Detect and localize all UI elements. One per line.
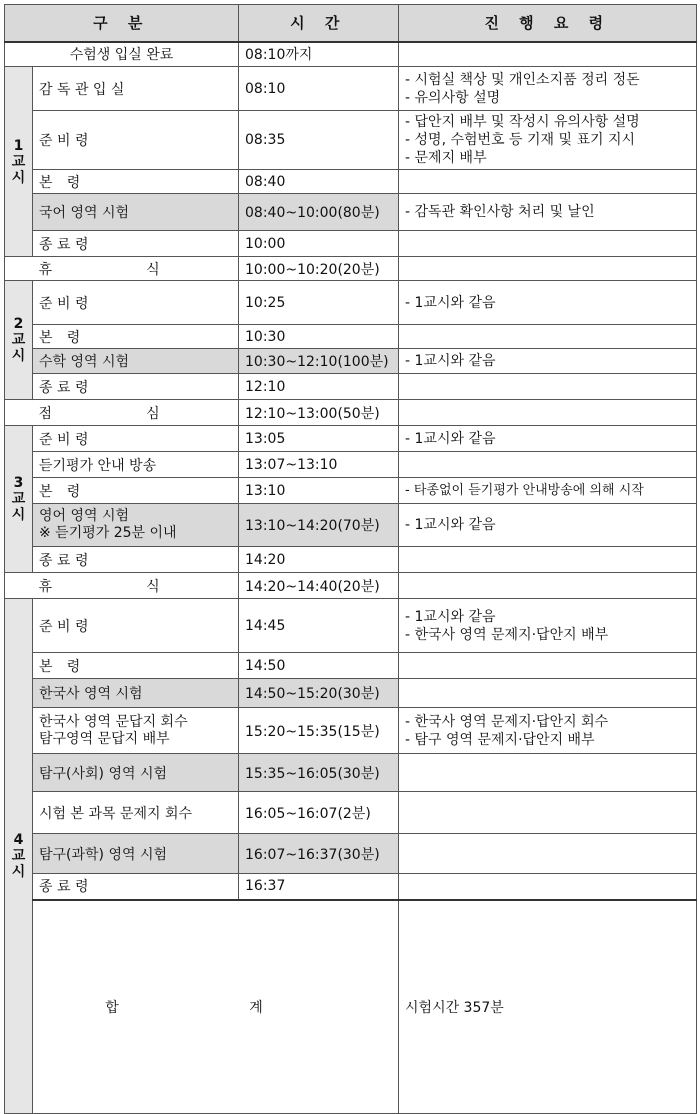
table-row (5, 478, 697, 504)
row-time: 16:05~16:07(2분) (239, 792, 399, 834)
table-row (5, 547, 697, 573)
row-time: 08:40~10:00(80분) (239, 194, 399, 231)
row-label: 점 심 (5, 400, 239, 426)
table-row (5, 679, 697, 708)
row-note: - 한국사 영역 문제지·답안지 회수 - 탐구 영역 문제지·답안지 배부 (399, 708, 697, 754)
row-label: 한국사 영역 문답지 회수 탐구영역 문답지 배부 (33, 708, 239, 754)
row-label: 본 령 (33, 653, 239, 679)
row-note (399, 257, 697, 281)
table-header-row (5, 5, 697, 42)
table-row (5, 194, 697, 231)
row-time: 13:05 (239, 426, 399, 452)
row-time: 14:20~14:40(20분) (239, 573, 399, 599)
table-row (5, 42, 697, 67)
row-label: 탐구(사회) 영역 시험 (33, 754, 239, 792)
table-row (5, 400, 697, 426)
row-note: - 1교시와 같음 (399, 426, 697, 452)
table-row (5, 792, 697, 834)
row-time: 15:35~16:05(30분) (239, 754, 399, 792)
period-2-label: 2 교 시 (5, 281, 33, 400)
table-row (5, 170, 697, 194)
row-note (399, 400, 697, 426)
table-row (5, 599, 697, 653)
row-label: 시험 본 과목 문제지 회수 (33, 792, 239, 834)
row-note: - 1교시와 같음 (399, 281, 697, 325)
row-note (399, 231, 697, 257)
row-label: 준 비 령 (33, 281, 239, 325)
table-row (5, 754, 697, 792)
period-3-label: 3 교 시 (5, 426, 33, 573)
row-note: - 1교시와 같음 (399, 504, 697, 547)
row-time: 14:50 (239, 653, 399, 679)
row-time: 13:07~13:10 (239, 452, 399, 478)
row-note (399, 452, 697, 478)
header-time: 시 간 (239, 5, 399, 42)
row-time: 10:30 (239, 325, 399, 349)
row-note (399, 874, 697, 900)
row-label: 본 령 (33, 478, 239, 504)
table-row (5, 653, 697, 679)
row-note (399, 170, 697, 194)
row-time: 13:10 (239, 478, 399, 504)
table-row (5, 325, 697, 349)
row-label: 본 령 (33, 325, 239, 349)
row-note: - 1교시와 같음 - 한국사 영역 문제지·답안지 배부 (399, 599, 697, 653)
row-label: 국어 영역 시험 (33, 194, 239, 231)
row-label: 종 료 령 (33, 874, 239, 900)
row-time: 15:20~15:35(15분) (239, 708, 399, 754)
row-note (399, 754, 697, 792)
row-time: 10:00 (239, 231, 399, 257)
table-row (5, 426, 697, 452)
row-label: 수학 영역 시험 (33, 349, 239, 374)
row-note (399, 653, 697, 679)
row-note: - 타종없이 듣기평가 안내방송에 의해 시작 (399, 478, 697, 504)
row-note (399, 374, 697, 400)
table-row (5, 67, 697, 111)
header-category: 구 분 (5, 5, 239, 42)
row-label: 감 독 관 입 실 (33, 67, 239, 111)
exam-schedule-table (4, 4, 697, 1114)
row-label: 종 료 령 (33, 547, 239, 573)
row-note (399, 834, 697, 874)
total-label: 합 계 (33, 900, 399, 1114)
table-row (5, 708, 697, 754)
row-time: 14:50~15:20(30분) (239, 679, 399, 708)
row-label: 휴 식 (5, 573, 239, 599)
row-time: 08:40 (239, 170, 399, 194)
row-label: 본 령 (33, 170, 239, 194)
row-note (399, 325, 697, 349)
table-row (5, 349, 697, 374)
table-row (5, 281, 697, 325)
table-row (5, 231, 697, 257)
table-row (5, 257, 697, 281)
header-procedure: 진 행 요 령 (399, 5, 697, 42)
row-time: 16:07~16:37(30분) (239, 834, 399, 874)
row-time: 14:45 (239, 599, 399, 653)
row-label: 종 료 령 (33, 374, 239, 400)
row-note: - 1교시와 같음 (399, 349, 697, 374)
row-time: 12:10 (239, 374, 399, 400)
row-label: 준 비 령 (33, 111, 239, 170)
row-time: 10:00~10:20(20분) (239, 257, 399, 281)
row-label: 탐구(과학) 영역 시험 (33, 834, 239, 874)
row-time: 13:10~14:20(70분) (239, 504, 399, 547)
row-note: - 감독관 확인사항 처리 및 날인 (399, 194, 697, 231)
row-note (399, 547, 697, 573)
row-label: 듣기평가 안내 방송 (33, 452, 239, 478)
row-note (399, 679, 697, 708)
row-time: 08:10까지 (239, 42, 399, 67)
row-note (399, 573, 697, 599)
row-time: 10:25 (239, 281, 399, 325)
row-label: 수험생 입실 완료 (5, 42, 239, 67)
row-note (399, 42, 697, 67)
table-row (5, 900, 697, 1114)
table-row (5, 874, 697, 900)
row-label: 한국사 영역 시험 (33, 679, 239, 708)
table-row (5, 834, 697, 874)
row-time: 14:20 (239, 547, 399, 573)
table-row (5, 111, 697, 170)
row-time: 16:37 (239, 874, 399, 900)
row-time: 12:10~13:00(50분) (239, 400, 399, 426)
row-label: 종 료 령 (33, 231, 239, 257)
period-1-label: 1 교 시 (5, 67, 33, 257)
row-label: 휴 식 (5, 257, 239, 281)
row-note: - 시험실 책상 및 개인소지품 정리 정돈 - 유의사항 설명 (399, 67, 697, 111)
row-time: 08:35 (239, 111, 399, 170)
table-row (5, 504, 697, 547)
table-row (5, 573, 697, 599)
row-note (399, 792, 697, 834)
row-label: 영어 영역 시험 ※ 듣기평가 25분 이내 (33, 504, 239, 547)
table-row (5, 374, 697, 400)
row-time: 08:10 (239, 67, 399, 111)
row-label: 준 비 령 (33, 426, 239, 452)
row-note: - 답안지 배부 및 작성시 유의사항 설명 - 성명, 수험번호 등 기재 및 표기 지시 - 문제지 배부 (399, 111, 697, 170)
table-row (5, 452, 697, 478)
row-time: 10:30~12:10(100분) (239, 349, 399, 374)
period-4-label: 4 교 시 (5, 599, 33, 1114)
row-label: 준 비 령 (33, 599, 239, 653)
total-time: 시험시간 357분 (399, 900, 697, 1114)
